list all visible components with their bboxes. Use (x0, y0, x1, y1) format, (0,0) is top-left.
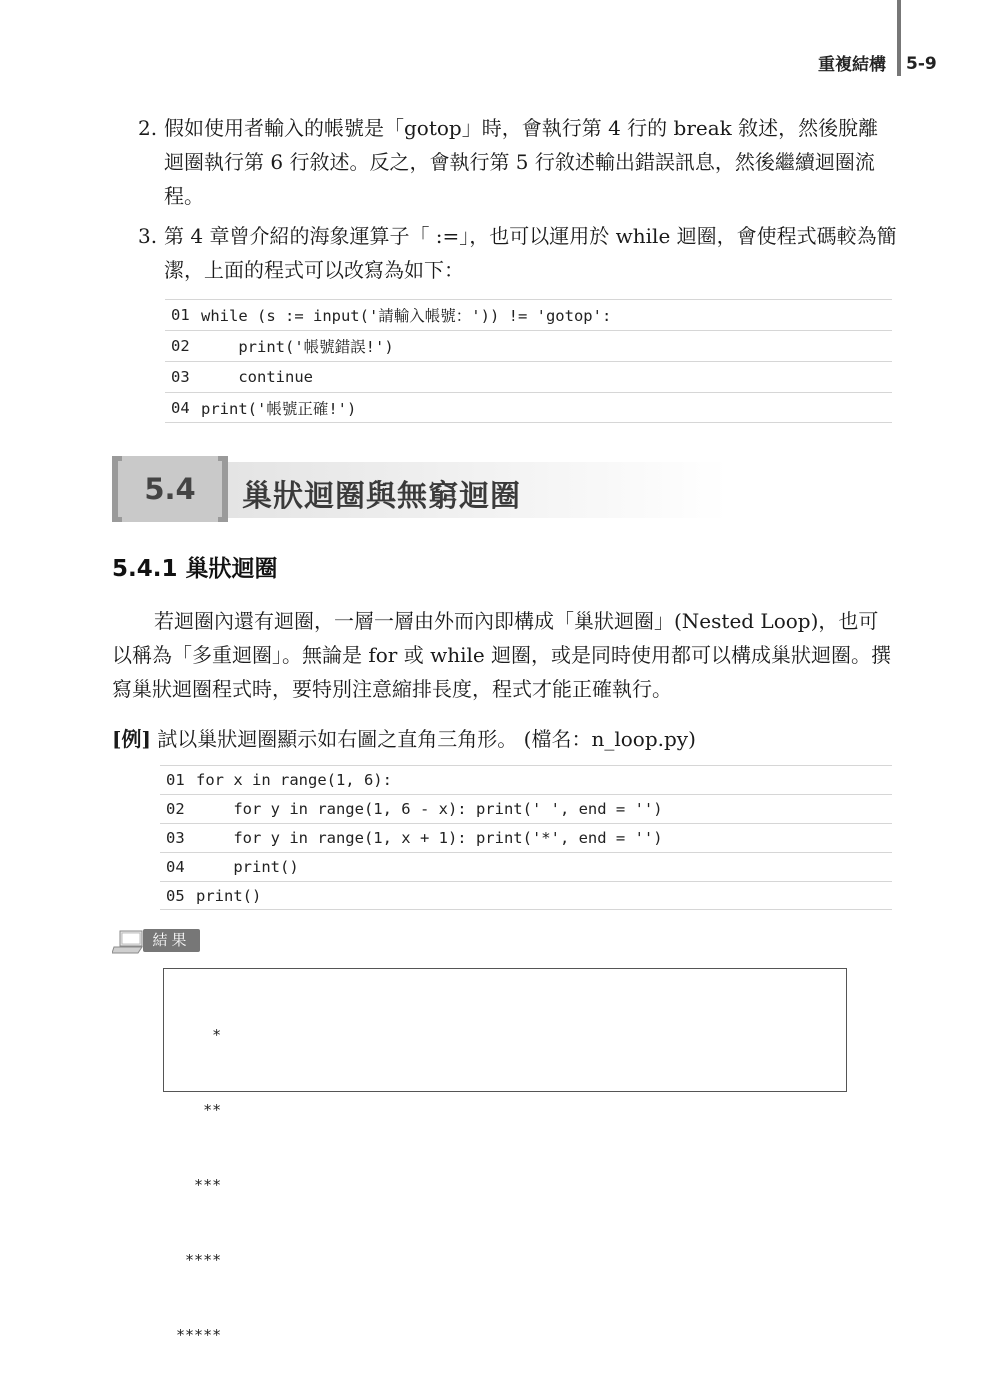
list-item-text: 假如使用者輸入的帳號是「gotop」時，會執行第 4 行的 break 敘述，然後脫離迴圈執行第 6 行敘述。反之，會執行第 5 行敘述輸出錯誤訊息，然後繼續迴圈流程。 (164, 116, 879, 208)
body-paragraph: 若迴圈內還有迴圈，一層一層由外而內即構成「巢狀迴圈」(Nested Loop)，也可以稱為「多重迴圈」。無論是 for 或 while 迴圈，或是同時使用都可以構成巢狀迴圈。撰寫巢狀迴圈程式時，要特別注意縮排長度，程式才能正確執行。 (112, 609, 892, 701)
list-item-text: 第 4 章曾介紹的海象運算子「 :=」，也可以運用於 while 迴圈，會使程式碼較為簡潔，上面的程式可以改寫為如下： (164, 224, 897, 282)
code-text: while (s := input('請輸入帳號：')) != 'gotop': (201, 307, 612, 325)
result-output (163, 968, 847, 1344)
section-number: 5.4 (144, 472, 196, 506)
list-item (138, 111, 898, 213)
code-block-walrus (165, 299, 892, 423)
line-number: 05 (166, 886, 185, 905)
subsection-title: 5.4.1 巢狀迴圈 (112, 556, 278, 582)
line-number: 03 (166, 829, 185, 847)
code-line (160, 794, 892, 823)
header-rule (897, 0, 901, 76)
code-text: print('帳號錯誤!') (201, 338, 394, 356)
code-line (160, 823, 892, 852)
code-text: continue (201, 368, 313, 386)
line-number: 03 (171, 368, 190, 386)
code-line (160, 881, 892, 910)
code-text: print() (196, 858, 299, 876)
output-line: *** (176, 1176, 222, 1194)
example-line (112, 722, 696, 756)
list-item-number: 2. (138, 116, 158, 140)
result-label: 結果 (143, 929, 200, 952)
list-item-number: 3. (138, 224, 158, 248)
section-title: 巢狀迴圈與無窮迴圈 (242, 479, 521, 514)
code-line (165, 361, 892, 392)
code-line (160, 852, 892, 881)
code-line (160, 765, 892, 794)
example-text: 試以巢狀迴圈顯示如右圖之直角三角形。 (檔名：n_loop.py) (157, 727, 696, 751)
line-number: 04 (171, 398, 190, 417)
section-number-box (112, 456, 228, 522)
code-text: print() (196, 886, 262, 905)
code-block-nested-loop (160, 765, 892, 910)
code-line (165, 392, 892, 423)
code-text: for x in range(1, 6): (196, 771, 392, 789)
code-line (165, 330, 892, 361)
line-number: 01 (171, 306, 190, 324)
line-number: 04 (166, 858, 185, 876)
code-text: print('帳號正確!') (201, 399, 357, 418)
output-line: **** (176, 1251, 222, 1269)
chapter-title: 重複結構 (818, 55, 886, 75)
list-item (138, 219, 898, 287)
code-line (165, 299, 892, 330)
laptop-icon (112, 928, 146, 956)
line-number: 01 (166, 771, 185, 789)
page-number: 5-9 (906, 54, 937, 74)
output-line: ** (176, 1101, 222, 1119)
output-line: ***** (176, 1326, 222, 1344)
line-number: 02 (171, 337, 190, 355)
code-text: for y in range(1, 6 - x): print(' ', end = '') (196, 800, 663, 818)
example-tag: [例] (112, 727, 151, 751)
line-number: 02 (166, 800, 185, 818)
code-text: for y in range(1, x + 1): print('*', end = '') (196, 829, 663, 847)
output-line: * (176, 1026, 222, 1044)
